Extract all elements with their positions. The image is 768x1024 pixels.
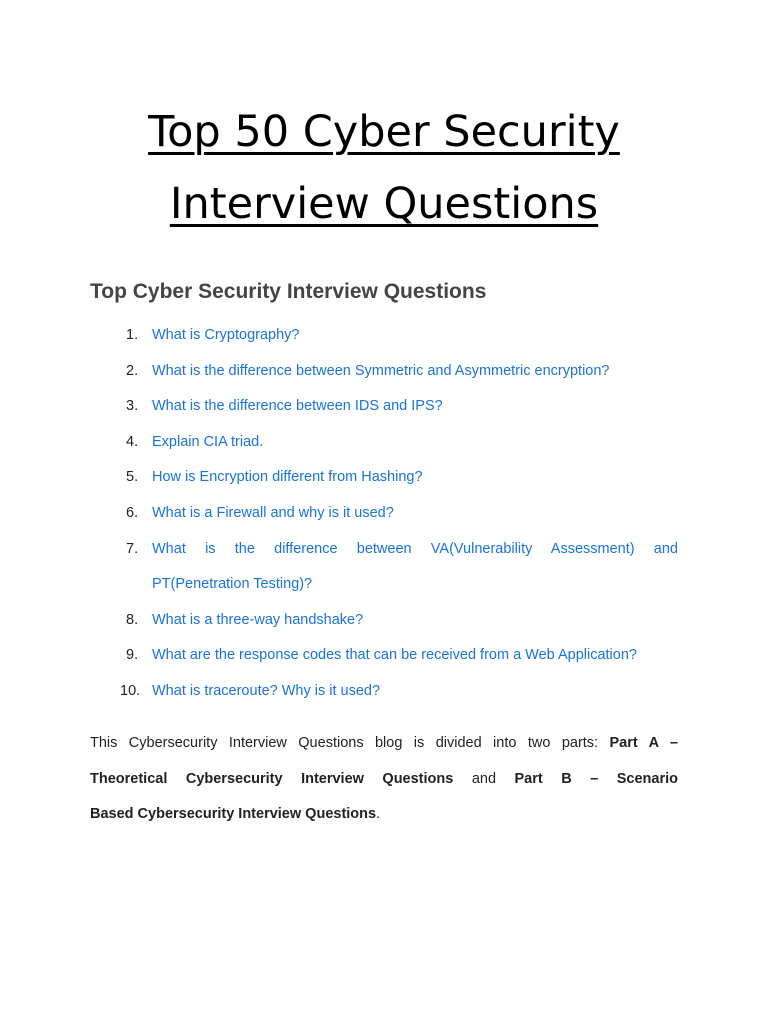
list-item-number: 3. (126, 398, 139, 415)
list-item (90, 425, 678, 461)
intro-period: . (376, 806, 381, 823)
intro-line-1 (90, 726, 678, 762)
list-item (90, 496, 678, 532)
list-item (90, 389, 678, 425)
list-item (90, 318, 678, 354)
section-heading: Top Cyber Security Interview Questions (90, 280, 487, 303)
part-b-title: Based Cybersecurity Interview Questions (90, 806, 377, 823)
question-link-symmetric-asymmetric[interactable]: What is the difference between Symmetric and Asymmetric encryption? (152, 362, 610, 379)
document-title-line-2: Interview Questions (169, 179, 599, 229)
list-item-number: 2. (126, 362, 139, 379)
intro-line-2 (90, 762, 678, 798)
list-item-number: 1. (126, 327, 139, 343)
question-link-va-pt-line-1: What is the difference between VA(Vulnerability Assessment) and (152, 540, 678, 557)
list-item-number: 9. (126, 647, 139, 664)
list-item (90, 603, 678, 639)
part-b-label: Part B – Scenario (514, 770, 678, 787)
intro-paragraph (90, 726, 678, 833)
question-link-ids-ips[interactable]: What is the difference between IDS and IPS? (152, 398, 443, 415)
list-item (90, 638, 678, 674)
question-link-three-way-handshake[interactable]: What is a three-way handshake? (152, 611, 364, 628)
question-link-traceroute[interactable]: What is traceroute? Why is it used? (152, 682, 381, 699)
question-list (90, 318, 678, 710)
question-link-va-pt[interactable] (152, 532, 678, 603)
list-item-number: 10. (120, 682, 141, 699)
list-item (90, 354, 678, 390)
list-item-number: 8. (126, 611, 139, 628)
list-item-number: 4. (126, 433, 139, 450)
list-item (90, 460, 678, 496)
question-link-cia-triad[interactable]: Explain CIA triad. (152, 433, 264, 450)
list-item-number: 6. (126, 504, 139, 521)
list-item (90, 532, 678, 603)
intro-text: This Cybersecurity Interview Questions blog is divided into two parts: (90, 735, 610, 751)
question-link-firewall[interactable]: What is a Firewall and why is it used? (152, 504, 394, 521)
list-item (90, 674, 678, 710)
part-a-label: Part A – (609, 735, 678, 751)
question-link-cryptography[interactable]: What is Cryptography? (152, 327, 300, 343)
intro-line-3 (90, 797, 678, 833)
list-item-number: 5. (126, 469, 139, 486)
question-link-encryption-hashing[interactable]: How is Encryption different from Hashing? (152, 469, 423, 486)
question-link-va-pt-line-2: PT(Penetration Testing)? (152, 576, 313, 593)
intro-and-text: and (453, 770, 515, 787)
document-title-line-1: Top 50 Cyber Security (148, 107, 620, 157)
question-link-response-codes[interactable]: What are the response codes that can be received from a Web Application? (152, 647, 637, 664)
part-a-title: Theoretical Cybersecurity Interview Questions (90, 770, 454, 787)
document-title (0, 96, 768, 240)
list-item-number: 7. (126, 540, 139, 557)
